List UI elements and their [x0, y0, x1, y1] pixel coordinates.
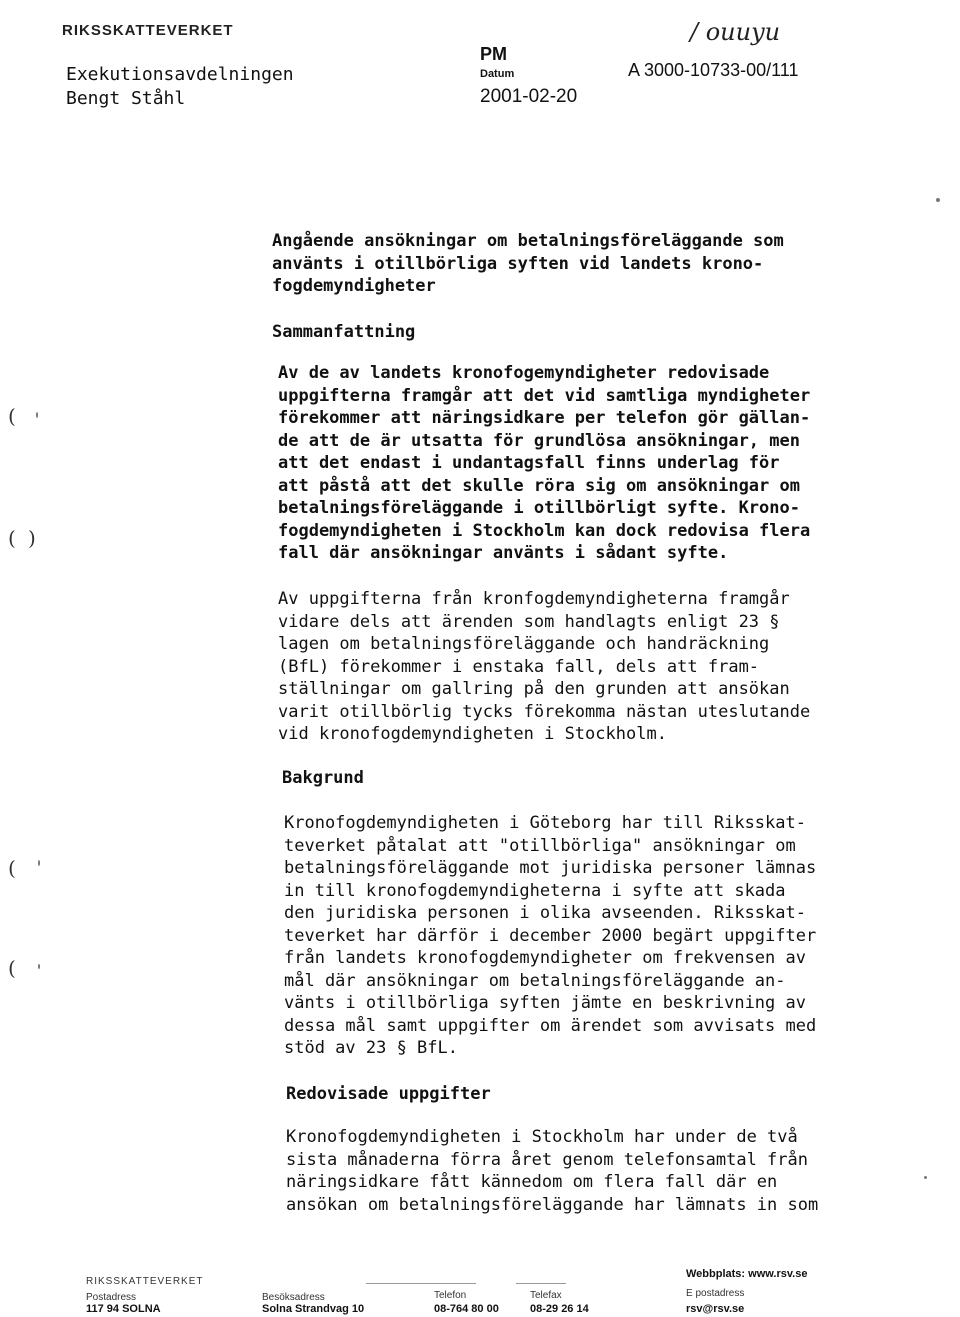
- text-line: betalningsföreläggande mot juridiska personer lämnas: [284, 858, 817, 878]
- text-line: dessa mål samt uppgifter om ärendet som avvisats med: [284, 1015, 817, 1036]
- footer-postal-address: 117 94 SOLNA: [86, 1303, 161, 1315]
- footer-email: rsv@rsv.se: [686, 1303, 745, 1315]
- text-line: från landets kronofogdemyndigheter om frekvensen av: [284, 948, 806, 968]
- letterhead-fragment: RIKSSKATTEVERKET: [62, 22, 234, 39]
- text-line: ställningar om gallring på den grunden att ansökan: [278, 679, 790, 699]
- text-line: uppgifterna framgår att det vid samtliga myndigheter: [278, 385, 811, 406]
- text-line: varit otillbörlig tycks förekomma nästan uteslutande: [278, 701, 811, 722]
- text-line: teverket påtalat att "otillbörliga" ansökningar om: [284, 835, 796, 856]
- document-date: 2001-02-20: [480, 86, 578, 107]
- footer-email-label: E postadress: [686, 1288, 745, 1299]
- footer-visit-address: Solna Strandvag 10: [262, 1303, 365, 1315]
- text-line: att det endast i undantagsfall finns underlag för: [278, 453, 780, 473]
- text-line: mål där ansökningar om betalningsföreläggande an-: [284, 970, 786, 991]
- footer-rule: [516, 1283, 566, 1284]
- footer-fax-label: Telefax: [530, 1290, 562, 1301]
- text-line: fogdemyndigheten i Stockholm kan dock redovisa flera: [278, 520, 811, 541]
- text-line: Av uppgifterna från kronfogdemyndigheterna framgår: [278, 589, 790, 609]
- text-line: teverket har därför i december 2000 begärt uppgifter: [284, 925, 817, 946]
- margin-bracket-mark: (: [8, 526, 16, 550]
- title-line: Angående ansökningar om betalningsföreläggande som: [272, 231, 784, 251]
- reference-number: A 3000-10733-00/111: [628, 60, 799, 80]
- document-type: PM: [480, 44, 507, 64]
- scan-speck: [38, 860, 40, 866]
- handwritten-note: / ouuyu: [690, 18, 781, 46]
- text-line: näringsidkare fått kännedom om flera fall där en: [286, 1172, 778, 1192]
- summary-heading: Sammanfattning: [272, 322, 416, 342]
- footer-org-name: RIKSSKATTEVERKET: [86, 1276, 204, 1287]
- text-line: lagen om betalningsföreläggande och handräckning: [278, 634, 770, 654]
- footer-postal-label: Postadress: [86, 1292, 137, 1303]
- text-line: att påstå att det skulle röra sig om ansökningar om: [278, 475, 800, 496]
- text-line: den juridiska personen i olika avseenden. Riksskat-: [284, 903, 806, 923]
- margin-bracket-mark: (: [8, 856, 16, 880]
- text-line: in till kronofogdemyndigheterna i syfte att skada: [284, 880, 786, 901]
- summary-paragraph-1: [278, 362, 810, 565]
- scan-speck: [924, 1176, 927, 1179]
- text-line: fall där ansökningar använts i sådant syfte.: [278, 543, 729, 563]
- text-line: ansökan om betalningsföreläggande har lämnats in som: [286, 1194, 819, 1215]
- document-title: [272, 230, 784, 298]
- scan-speck: [936, 198, 940, 202]
- date-label: Datum: [480, 68, 515, 80]
- background-heading: Bakgrund: [282, 768, 364, 788]
- author-name: Bengt Ståhl: [66, 88, 186, 109]
- footer-phone: 08-764 80 00: [434, 1303, 499, 1315]
- background-paragraph: [284, 812, 816, 1060]
- text-line: Kronofogdemyndigheten i Göteborg har till Riksskat-: [284, 813, 806, 833]
- footer-rule: [366, 1283, 476, 1284]
- footer-fax: 08-29 26 14: [530, 1303, 589, 1315]
- scan-speck: [38, 964, 40, 969]
- text-line: sista månaderna förra året genom telefonsamtal från: [286, 1149, 808, 1170]
- text-line: vid kronofogdemyndigheten i Stockholm.: [278, 724, 667, 744]
- reported-paragraph: [286, 1126, 818, 1216]
- footer-phone-label: Telefon: [434, 1290, 467, 1301]
- reported-heading: Redovisade uppgifter: [286, 1084, 491, 1104]
- department-name: Exekutionsavdelningen: [66, 64, 294, 85]
- footer-website: Webbplats: www.rsv.se: [686, 1268, 808, 1280]
- text-line: (BfL) förekommer i enstaka fall, dels att fram-: [278, 656, 760, 677]
- text-line: förekommer att näringsidkare per telefon gör gällan-: [278, 408, 811, 428]
- summary-paragraph-2: [278, 588, 810, 746]
- title-line: använts i otillbörliga syften vid landets krono-: [272, 253, 764, 274]
- text-line: Kronofogdemyndigheten i Stockholm har under de två: [286, 1127, 798, 1147]
- text-line: stöd av 23 § BfL.: [284, 1038, 458, 1058]
- text-line: de att de är utsatta för grundlösa ansökningar, men: [278, 430, 800, 451]
- text-line: Av de av landets kronofogemyndigheter redovisade: [278, 363, 770, 383]
- text-line: vänts i otillbörliga syften jämte en beskrivning av: [284, 993, 806, 1013]
- text-line: betalningsföreläggande i otillbörligt syfte. Krono-: [278, 498, 800, 518]
- text-line: vidare dels att ärenden som handlagts enligt 23 §: [278, 611, 780, 632]
- title-line: fogdemyndigheter: [272, 276, 436, 296]
- margin-bracket-mark: (: [8, 956, 16, 980]
- margin-bracket-mark: (: [8, 404, 16, 428]
- scan-speck: [36, 412, 38, 418]
- margin-bracket-mark: ): [28, 526, 36, 550]
- footer-visit-label: Besöksadress: [262, 1292, 325, 1303]
